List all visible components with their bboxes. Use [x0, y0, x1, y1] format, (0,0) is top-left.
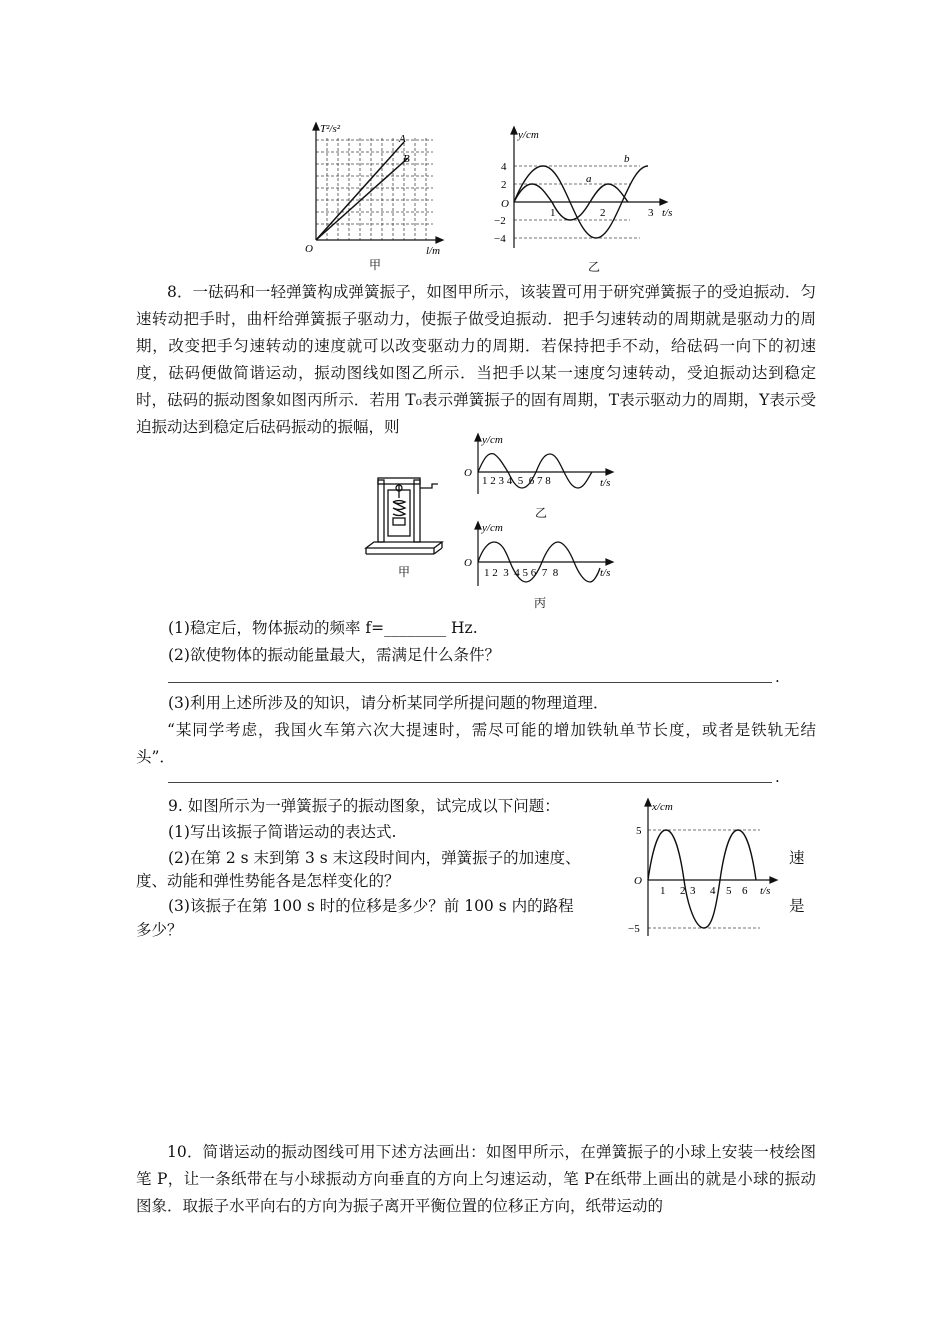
q9-sub2-part1: (2)在第 2 s 末到第 3 s 末这段时间内，弹簧振子的加速度、 [168, 849, 581, 867]
q9-wave [648, 830, 756, 928]
yi-xtick-1: 1 [550, 207, 556, 219]
q8-yi-caption: 乙 [535, 506, 548, 520]
q8-sub3: (3)利用上述所涉及的知识，请分析某同学所提问题的物理道理． [168, 694, 609, 712]
q9-xlabel: t/s [760, 885, 771, 897]
q9-sub3-tail: 是 [789, 897, 805, 915]
q8-apparatus-figure [362, 470, 452, 562]
q9-sub1: (1)写出该振子简谐运动的表达式. [168, 823, 397, 841]
q9-xtick-6: 6 [742, 885, 748, 897]
q9-xtick-5: 5 [726, 885, 732, 897]
q8-sub1: (1)稳定后，物体振动的频率 f=________ Hz. [168, 619, 478, 637]
q8-jia-caption: 甲 [398, 565, 411, 579]
yi-ytick-neg2: −2 [494, 215, 506, 227]
yi-ytick-neg4: −4 [494, 233, 506, 245]
yi-xtick-3: 3 [648, 207, 654, 219]
q8-yi-figure [460, 432, 620, 498]
q9-stem: 9. 如图所示为一弹簧振子的振动图象，试完成以下问题： [168, 797, 560, 815]
q9-xtick-1: 1 [660, 885, 666, 897]
q9-ytick-neg5: −5 [628, 923, 640, 935]
q8-bing-origin: O [464, 557, 472, 569]
yi-origin: O [501, 198, 509, 210]
q8-quote: “某同学考虑，我国火车第六次大提速时，需尽可能的增加铁轨单节长度，或者是铁轨无结头”． [136, 721, 816, 766]
q8-answer-line-1[interactable] [168, 682, 772, 683]
q8-yi-origin: O [464, 467, 472, 479]
q9-sub2-tail: 速 [789, 849, 805, 867]
q9-ylabel: x/cm [652, 801, 673, 813]
q8-answer-line-2-period: . [775, 768, 780, 786]
jia-line-a-label: A [399, 133, 406, 145]
jia-line-b-label: B [403, 153, 410, 165]
q8-sub2: (2)欲使物体的振动能量最大，需满足什么条件？ [168, 646, 500, 664]
q8-bing-ticks: 1 2 3 4 5 6 7 8 [484, 567, 559, 579]
q8-stem: 8．一砝码和一轻弹簧构成弹簧振子，如图甲所示，该装置可用于研究弹簧振子的受迫振动．匀速转动把手时，曲杆给弹簧振子驱动力，使振子做受迫振动．把手匀速转动的周期就是驱动力的周期，改变把手匀速转动的速度就可以改变驱动力的周期．若保持把手不动，给砝码一向下的初速度，砝码便做简谐运动，振动图线如图乙所示．当把手以某一速度匀速转动，受迫振动达到稳定时，砝码的振动图象如图丙所示．若用 T₀表示弹簧振子的固有周期，T表示驱动力的周期，Y表示受迫振动达到稳定后砝码振动的振幅，则 [136, 283, 816, 436]
q8-bing-figure [460, 520, 620, 590]
q9-origin: O [634, 875, 642, 887]
figure-top-jia [300, 120, 450, 270]
yi-curve-a-label: a [586, 173, 592, 185]
q8-bing-caption: 丙 [534, 596, 547, 610]
figure-top-yi [490, 124, 690, 256]
q8-bing-ylabel: y/cm [482, 522, 503, 534]
yi-xtick-2: 2 [600, 207, 606, 219]
q9-sub3-part2: 多少？ [136, 921, 183, 939]
yi-caption: 乙 [588, 260, 601, 274]
q8-yi-ylabel: y/cm [482, 434, 503, 446]
q8-yi-ticks: 1 2 3 4 5 6 7 8 [482, 475, 551, 487]
q8-yi-xlabel: t/s [600, 477, 611, 489]
q9-sub2-part2: 度、动能和弹性势能各是怎样变化的？ [136, 872, 400, 890]
yi-ytick-4: 4 [501, 161, 507, 173]
q8-bing-xlabel: t/s [600, 567, 611, 579]
q10-stem: 10．简谐运动的振动图线可用下述方法画出：如图甲所示，在弹簧振子的小球上安装一枝绘图笔 P，让一条纸带在与小球振动方向垂直的方向上匀速运动，笔 P在纸带上画出的就是小球的振动图象．取振子水平向右的方向为振子离开平衡位置的位移正方向，纸带运动的 [136, 1143, 816, 1215]
q9-xtick-3: 3 [690, 885, 696, 897]
yi-ylabel: y/cm [518, 129, 539, 141]
jia-caption: 甲 [369, 258, 382, 272]
yi-curve-b-label: b [624, 153, 630, 165]
q8-answer-line-1-period: . [775, 668, 780, 686]
q9-figure [626, 796, 786, 942]
q9-xtick-2: 2 [680, 885, 686, 897]
q8-answer-line-2[interactable] [168, 782, 772, 783]
q9-sub3-part1: (3)该振子在第 100 s 时的位移是多少？前 100 s 内的路程 [168, 897, 574, 915]
q9-ytick-5: 5 [636, 825, 642, 837]
jia-origin: O [305, 243, 313, 255]
jia-ylabel: T²/s² [320, 123, 341, 135]
yi-xlabel: t/s [662, 207, 673, 219]
yi-ytick-2: 2 [501, 179, 507, 191]
q9-xtick-4: 4 [710, 885, 716, 897]
jia-xlabel: l/m [426, 245, 441, 257]
